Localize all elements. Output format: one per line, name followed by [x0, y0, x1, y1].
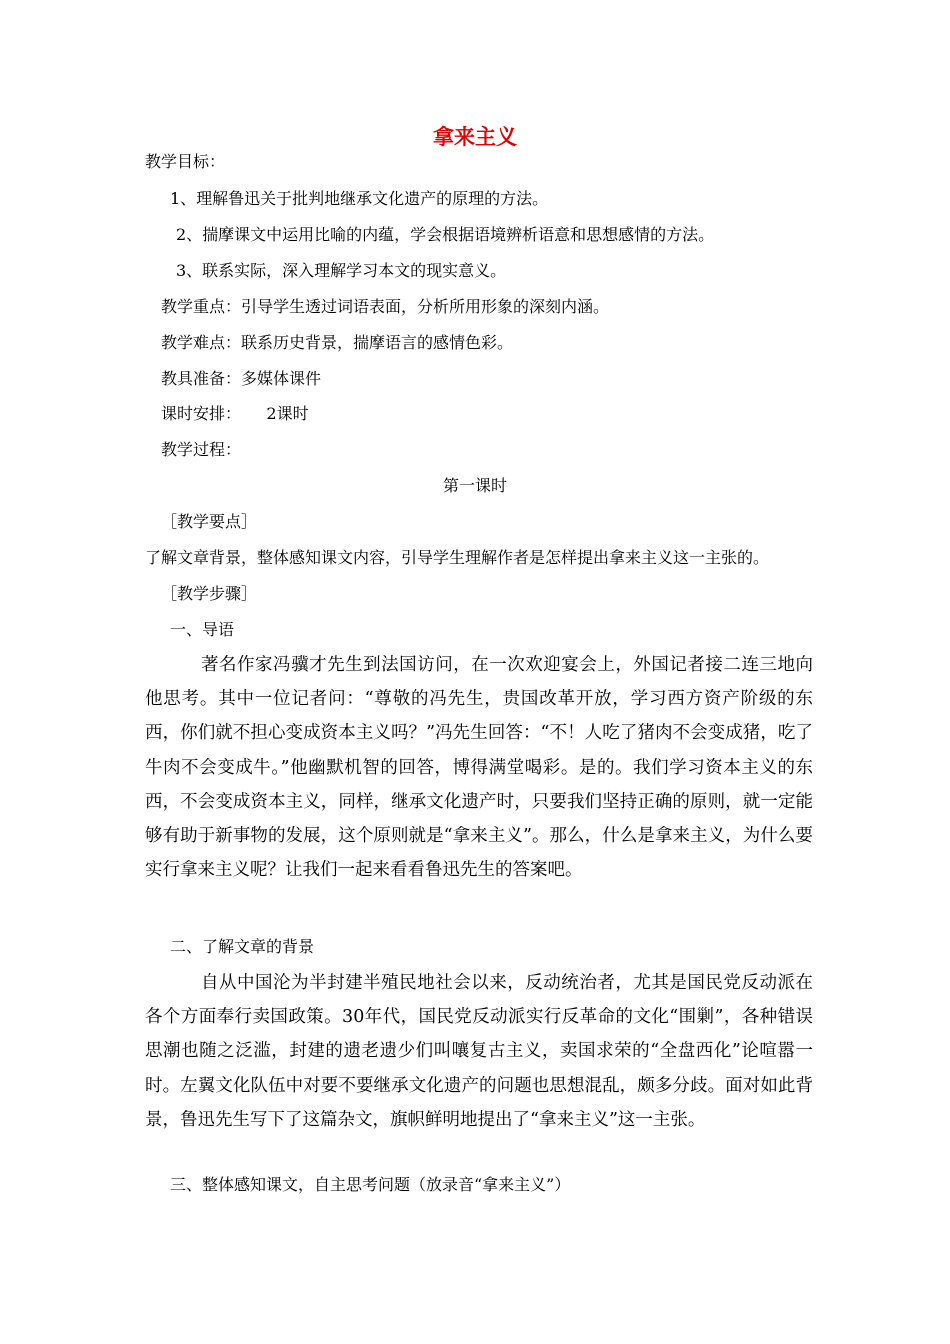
materials: 教具准备：多媒体课件: [161, 369, 322, 388]
points-text: 了解文章背景，整体感知课文内容，引导学生理解作者是怎样提出拿来主义这一主张的。: [145, 548, 770, 567]
lesson-title: 第一课时: [442, 476, 507, 495]
points-heading: ［教学要点］: [161, 512, 258, 531]
difficulty: 教学难点：联系历史背景，揣摩语言的感情色彩。: [161, 333, 514, 352]
section-heading: 一、导语: [170, 620, 235, 639]
section-heading: 二、了解文章的背景: [170, 937, 315, 956]
objectives-heading: 教学目标：: [145, 152, 226, 171]
key-point: 教学重点：引导学生透过词语表面，分析所用形象的深刻内涵。: [161, 297, 610, 316]
objective-item: 3、联系实际，深入理解学习本文的现实意义。: [176, 261, 507, 280]
objective-item: 2、揣摩课文中运用比喻的内蕴，学会根据语境辨析语意和思想感情的方法。: [176, 225, 715, 244]
page-title: 拿来主义: [433, 125, 517, 149]
objective-item: 1、理解鲁迅关于批判地继承文化遗产的原理的方法。: [170, 189, 549, 208]
process-heading: 教学过程：: [161, 440, 242, 459]
steps-heading: ［教学步骤］: [161, 584, 258, 603]
section-paragraph: 著名作家冯骥才先生到法国访问，在一次欢迎宴会上，外国记者接二连三地向他思考。其中一位记者问：“尊敬的冯先生，贵国改革开放，学习西方资产阶级的东西，你们就不担心变成资本主义吗？”冯先生回答：“不！人吃了猪肉不会变成猪，吃了牛肉不会变成牛。”他幽默机智的回答，博得满堂喝彩。是的。我们学习资本主义的东西，不会变成资本主义，同样，继承文化遗产时，只要我们坚持正确的原则，就一定能够有助于新事物的发展，这个原则就是“拿来主义”。那么，什么是拿来主义，为什么要实行拿来主义呢？让我们一起来看看鲁迅先生的答案吧。: [145, 655, 813, 881]
section-paragraph: 自从中国沦为半封建半殖民地社会以来，反动统治者，尤其是国民党反动派在各个方面奉行卖国政策。30年代，国民党反动派实行反革命的文化“围剿”，各种错误思潮也随之泛滥，封建的遗老遗少们叫嚷复古主义，卖国求荣的“全盘西化”论喧嚣一时。左翼文化队伍中对要不要继承文化遗产的问题也思想混乱，颇多分歧。面对如此背景，鲁迅先生写下了这篇杂文，旗帜鲜明地提出了“拿来主义”这一主张。: [145, 973, 813, 1130]
schedule: 课时安排： 2课时: [161, 404, 309, 423]
section-heading: 三、整体感知课文，自主思考问题（放录音“拿来主义”）: [170, 1175, 571, 1194]
